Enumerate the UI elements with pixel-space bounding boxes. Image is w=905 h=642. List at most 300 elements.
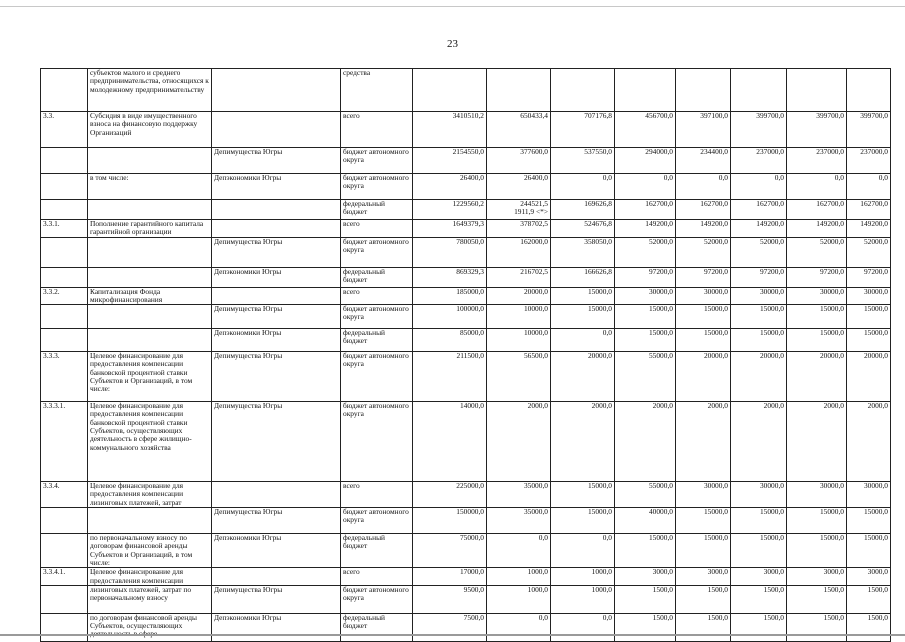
amount-cell bbox=[731, 287, 787, 305]
row-number-cell bbox=[41, 148, 88, 174]
amount-value: 97200,0 bbox=[703, 267, 728, 276]
table-row bbox=[41, 305, 891, 329]
amount-cell bbox=[615, 148, 676, 174]
executor-cell bbox=[212, 568, 341, 586]
amount-value: 1500,0 bbox=[763, 613, 784, 622]
amount-cell bbox=[413, 112, 487, 148]
row-number-cell bbox=[41, 237, 88, 267]
amount-cell bbox=[615, 482, 676, 508]
row-number-cell: 3.3. bbox=[41, 112, 88, 148]
amount-cell bbox=[676, 352, 731, 402]
amount-cell bbox=[731, 200, 787, 220]
amount-value: 234400,0 bbox=[700, 147, 728, 156]
executor-cell bbox=[212, 200, 341, 220]
funding-source-cell: всего bbox=[341, 112, 413, 148]
amount-cell bbox=[615, 568, 676, 586]
amount-value: 15000,0 bbox=[587, 481, 612, 491]
executor-cell bbox=[212, 112, 341, 148]
amount-value: 3000,0 bbox=[707, 567, 728, 577]
amount-cell bbox=[847, 352, 891, 402]
amount-value: 707176,8 bbox=[584, 111, 612, 120]
amount-value: 14000,0 bbox=[459, 401, 484, 411]
amount-cell bbox=[731, 237, 787, 267]
amount-value: 30000,0 bbox=[703, 481, 728, 491]
amount-cell bbox=[847, 402, 891, 482]
amount-value: 26400,0 bbox=[523, 173, 548, 182]
amount-cell bbox=[731, 69, 787, 112]
amount-value: 456700,0 bbox=[645, 111, 673, 120]
amount-cell bbox=[787, 508, 847, 534]
amount-cell bbox=[676, 482, 731, 508]
amount-value: 15000,0 bbox=[863, 328, 888, 338]
amount-cell bbox=[615, 352, 676, 402]
amount-value: 0,0 bbox=[878, 173, 888, 182]
amount-cell bbox=[676, 568, 731, 586]
amount-value: 9500,0 bbox=[463, 585, 484, 594]
page-number: 23 bbox=[447, 38, 458, 50]
amount-value: 1500,0 bbox=[823, 613, 844, 622]
amount-cell bbox=[847, 69, 891, 112]
funding-source-cell: бюджет автономного округа bbox=[341, 305, 413, 329]
amount-value: 1500,0 bbox=[867, 613, 888, 622]
amount-value: 15000,0 bbox=[759, 328, 784, 338]
table-row bbox=[41, 267, 891, 287]
amount-value: 0,0 bbox=[774, 173, 784, 182]
amount-value: 358050,0 bbox=[584, 237, 612, 246]
table-row bbox=[41, 237, 891, 267]
budget-table bbox=[40, 68, 891, 642]
table-row bbox=[41, 352, 891, 402]
item-name-cell: по первоначальному взносу по договорам финансовой аренды Субъектов и Организаций, в том числе: bbox=[88, 534, 212, 568]
amount-cell bbox=[676, 287, 731, 305]
amount-cell bbox=[551, 402, 615, 482]
amount-value: 3000,0 bbox=[763, 567, 784, 577]
amount-cell bbox=[787, 402, 847, 482]
amount-cell bbox=[787, 200, 847, 220]
amount-value: 869329,3 bbox=[456, 267, 484, 276]
amount-value: 0,0 bbox=[538, 613, 548, 622]
amount-cell bbox=[615, 402, 676, 482]
amount-value: 149200,0 bbox=[700, 219, 728, 228]
amount-cell bbox=[676, 220, 731, 238]
amount-cell bbox=[551, 287, 615, 305]
amount-cell bbox=[676, 585, 731, 613]
executor-cell: Депимущества Югры bbox=[212, 585, 341, 613]
funding-source-cell: федеральный бюджет bbox=[341, 329, 413, 352]
amount-cell bbox=[847, 585, 891, 613]
executor-cell bbox=[212, 220, 341, 238]
item-name-cell: Целевое финансирование для предоставления компенсации лизинговых платежей, затрат bbox=[88, 482, 212, 508]
table-row bbox=[41, 329, 891, 352]
funding-source-cell: всего bbox=[341, 287, 413, 305]
amount-value: 15000,0 bbox=[703, 304, 728, 314]
amount-cell bbox=[487, 112, 551, 148]
row-number-cell bbox=[41, 508, 88, 534]
amount-value: 30000,0 bbox=[819, 481, 844, 491]
table-row bbox=[41, 69, 891, 112]
amount-cell bbox=[413, 174, 487, 200]
amount-cell bbox=[787, 220, 847, 238]
table-row bbox=[41, 402, 891, 482]
amount-cell bbox=[847, 200, 891, 220]
executor-cell: Депэкономики Югры bbox=[212, 174, 341, 200]
row-number-cell: 3.3.3.1. bbox=[41, 402, 88, 482]
amount-value: 149200,0 bbox=[816, 219, 844, 228]
amount-cell bbox=[487, 568, 551, 586]
amount-cell bbox=[615, 174, 676, 200]
amount-cell bbox=[676, 508, 731, 534]
amount-cell bbox=[615, 200, 676, 220]
amount-value: 0,0 bbox=[602, 328, 612, 338]
amount-cell bbox=[847, 568, 891, 586]
amount-value: 10000,0 bbox=[523, 328, 548, 338]
table-row bbox=[41, 482, 891, 508]
amount-value: 15000,0 bbox=[648, 304, 673, 314]
amount-cell bbox=[413, 352, 487, 402]
amount-value: 15000,0 bbox=[819, 304, 844, 314]
amount-value: 20000,0 bbox=[703, 351, 728, 361]
amount-value: 2000,0 bbox=[763, 401, 784, 411]
amount-cell bbox=[487, 482, 551, 508]
amount-value: 0,0 bbox=[663, 173, 673, 182]
amount-cell bbox=[847, 148, 891, 174]
amount-cell bbox=[413, 402, 487, 482]
amount-value: 35000,0 bbox=[523, 507, 548, 517]
amount-cell bbox=[551, 220, 615, 238]
amount-cell bbox=[731, 585, 787, 613]
item-name-cell: субъектов малого и среднего предпринимательства, относящихся к молодежному предпринимательству bbox=[88, 69, 212, 112]
amount-cell bbox=[615, 287, 676, 305]
amount-cell bbox=[787, 287, 847, 305]
amount-cell bbox=[413, 305, 487, 329]
amount-cell bbox=[731, 534, 787, 568]
amount-cell bbox=[487, 174, 551, 200]
amount-value: 225000,0 bbox=[456, 481, 484, 491]
amount-cell bbox=[413, 148, 487, 174]
amount-cell bbox=[847, 237, 891, 267]
amount-value: 150000,0 bbox=[456, 507, 484, 517]
funding-source-cell: всего bbox=[341, 220, 413, 238]
item-name-cell bbox=[88, 267, 212, 287]
amount-value: 15000,0 bbox=[819, 328, 844, 338]
amount-cell bbox=[787, 174, 847, 200]
amount-cell bbox=[847, 534, 891, 568]
amount-value: 149200,0 bbox=[756, 219, 784, 228]
amount-value: 211500,0 bbox=[456, 351, 484, 361]
funding-source-cell: всего bbox=[341, 482, 413, 508]
amount-value: 20000,0 bbox=[587, 351, 612, 361]
amount-value: 30000,0 bbox=[819, 287, 844, 296]
amount-cell bbox=[487, 148, 551, 174]
amount-value: 15000,0 bbox=[587, 287, 612, 296]
amount-value: 30000,0 bbox=[863, 481, 888, 491]
amount-value: 56500,0 bbox=[523, 351, 548, 361]
amount-value: 2000,0 bbox=[707, 401, 728, 411]
amount-value: 1500,0 bbox=[652, 613, 673, 622]
budget-table-body bbox=[41, 69, 891, 642]
table-row bbox=[41, 200, 891, 220]
amount-value: 2000,0 bbox=[527, 401, 548, 411]
amount-cell bbox=[731, 220, 787, 238]
amount-cell bbox=[787, 112, 847, 148]
amount-value: 30000,0 bbox=[648, 287, 673, 296]
amount-cell bbox=[487, 613, 551, 641]
amount-value: 162700,0 bbox=[756, 199, 784, 208]
amount-value: 1000,0 bbox=[527, 585, 548, 594]
amount-cell bbox=[413, 200, 487, 220]
amount-value: 237000,0 bbox=[816, 147, 844, 156]
amount-cell bbox=[615, 329, 676, 352]
amount-value: 15000,0 bbox=[703, 328, 728, 338]
item-name-cell: по договорам финансовой аренды Субъектов, осуществляющих bbox=[88, 613, 212, 641]
amount-cell bbox=[551, 112, 615, 148]
amount-cell bbox=[551, 200, 615, 220]
amount-cell bbox=[551, 568, 615, 586]
amount-cell bbox=[487, 69, 551, 112]
amount-cell bbox=[847, 482, 891, 508]
amount-value: 0,0 bbox=[602, 533, 612, 543]
amount-cell bbox=[487, 220, 551, 238]
amount-value: 1500,0 bbox=[823, 585, 844, 594]
funding-source-cell: бюджет автономного округа bbox=[341, 402, 413, 482]
amount-value: 162700,0 bbox=[816, 199, 844, 208]
amount-value: 244521,5 bbox=[520, 199, 548, 208]
amount-value: 3410510,2 bbox=[452, 111, 484, 120]
amount-value: 97200,0 bbox=[759, 267, 784, 276]
amount-cell bbox=[551, 69, 615, 112]
amount-value: 35000,0 bbox=[523, 481, 548, 491]
funding-source-cell: бюджет автономного округа bbox=[341, 352, 413, 402]
item-name-cell: Капитализация Фонда микрофинансирования bbox=[88, 287, 212, 305]
amount-cell bbox=[676, 237, 731, 267]
item-name-cell bbox=[88, 305, 212, 329]
amount-value: 294000,0 bbox=[645, 147, 673, 156]
amount-value: 399700,0 bbox=[756, 111, 784, 120]
amount-cell bbox=[731, 613, 787, 641]
amount-value: 524676,8 bbox=[584, 219, 612, 228]
amount-cell bbox=[551, 267, 615, 287]
amount-cell bbox=[551, 148, 615, 174]
amount-cell bbox=[615, 585, 676, 613]
row-number-cell bbox=[41, 174, 88, 200]
amount-value: 55000,0 bbox=[648, 481, 673, 491]
amount-cell bbox=[487, 402, 551, 482]
amount-cell bbox=[413, 287, 487, 305]
executor-cell: Депэкономики Югры bbox=[212, 267, 341, 287]
item-name-cell bbox=[88, 237, 212, 267]
amount-value: 52000,0 bbox=[819, 237, 844, 246]
amount-value: 20000,0 bbox=[863, 351, 888, 361]
executor-cell: Депэкономики Югры bbox=[212, 534, 341, 568]
executor-cell bbox=[212, 482, 341, 508]
amount-value: 1500,0 bbox=[707, 585, 728, 594]
item-name-cell: Целевое финансирование для предоставления компенсации банковской процентной ставки Субъектов, осуществляющих деятельность в сфере жилищно-коммунального хозяйства bbox=[88, 402, 212, 482]
amount-value: 1500,0 bbox=[763, 585, 784, 594]
amount-value: 20000,0 bbox=[523, 287, 548, 296]
amount-cell bbox=[676, 402, 731, 482]
amount-cell bbox=[551, 534, 615, 568]
amount-cell bbox=[731, 402, 787, 482]
amount-value: 1229560,2 bbox=[452, 199, 484, 208]
amount-value: 30000,0 bbox=[703, 287, 728, 296]
table-row bbox=[41, 568, 891, 586]
amount-value: 97200,0 bbox=[819, 267, 844, 276]
executor-cell: Депимущества Югры bbox=[212, 508, 341, 534]
amount-cell bbox=[487, 267, 551, 287]
amount-cell bbox=[615, 267, 676, 287]
row-number-cell: 3.3.4.1. bbox=[41, 568, 88, 586]
amount-value: 216702,5 bbox=[520, 267, 548, 276]
amount-cell bbox=[615, 508, 676, 534]
funding-source-cell: федеральный бюджет bbox=[341, 200, 413, 220]
amount-cell bbox=[487, 329, 551, 352]
amount-value: 15000,0 bbox=[863, 304, 888, 314]
amount-value: 399700,0 bbox=[816, 111, 844, 120]
amount-value: 169626,8 bbox=[584, 199, 612, 208]
table-row bbox=[41, 613, 891, 641]
amount-cell bbox=[787, 305, 847, 329]
amount-cell bbox=[787, 69, 847, 112]
amount-cell bbox=[413, 329, 487, 352]
amount-value: 149200,0 bbox=[645, 219, 673, 228]
amount-value: 26400,0 bbox=[459, 173, 484, 182]
amount-cell bbox=[731, 329, 787, 352]
amount-cell bbox=[487, 352, 551, 402]
row-number-cell bbox=[41, 329, 88, 352]
amount-cell bbox=[413, 534, 487, 568]
row-number-cell bbox=[41, 585, 88, 613]
item-name-cell: Целевое финансирование для предоставления компенсации bbox=[88, 568, 212, 586]
amount-cell bbox=[413, 237, 487, 267]
amount-value: 15000,0 bbox=[587, 304, 612, 314]
row-number-cell: 3.3.1. bbox=[41, 220, 88, 238]
row-number-cell bbox=[41, 200, 88, 220]
amount-cell bbox=[787, 482, 847, 508]
amount-cell bbox=[615, 613, 676, 641]
funding-source-cell: бюджет автономного округа bbox=[341, 148, 413, 174]
amount-cell bbox=[413, 69, 487, 112]
funding-source-cell: федеральный бюджет bbox=[341, 534, 413, 568]
amount-value: 15000,0 bbox=[759, 507, 784, 517]
amount-value: 15000,0 bbox=[648, 533, 673, 543]
amount-cell bbox=[413, 508, 487, 534]
amount-value: 52000,0 bbox=[648, 237, 673, 246]
item-name-cell: Целевое финансирование для предоставления компенсации банковской процентной ставки Субъектов и Организаций, в том числе: bbox=[88, 352, 212, 402]
amount-cell bbox=[787, 613, 847, 641]
amount-cell bbox=[487, 287, 551, 305]
row-number-cell: 3.3.4. bbox=[41, 482, 88, 508]
amount-value: 10000,0 bbox=[523, 304, 548, 314]
amount-cell bbox=[731, 174, 787, 200]
funding-source-cell: бюджет автономного округа bbox=[341, 237, 413, 267]
amount-value: 2154550,0 bbox=[452, 147, 484, 156]
amount-cell bbox=[413, 267, 487, 287]
amount-cell bbox=[551, 305, 615, 329]
amount-cell bbox=[551, 613, 615, 641]
amount-cell bbox=[676, 69, 731, 112]
amount-cell bbox=[676, 200, 731, 220]
amount-cell bbox=[787, 237, 847, 267]
amount-value: 162700,0 bbox=[700, 199, 728, 208]
table-row bbox=[41, 534, 891, 568]
amount-cell bbox=[551, 352, 615, 402]
amount-cell bbox=[731, 305, 787, 329]
item-name-cell: лизинговых платежей, затрат по первоначальному взносу bbox=[88, 585, 212, 613]
amount-value: 17000,0 bbox=[459, 567, 484, 577]
amount-value: 15000,0 bbox=[648, 328, 673, 338]
funding-source-cell: бюджет автономного округа bbox=[341, 508, 413, 534]
amount-cell bbox=[413, 568, 487, 586]
amount-cell bbox=[847, 508, 891, 534]
amount-value: 0,0 bbox=[602, 613, 612, 622]
scan-bottom-edge bbox=[0, 634, 905, 636]
amount-cell bbox=[487, 305, 551, 329]
table-row bbox=[41, 112, 891, 148]
amount-cell bbox=[847, 174, 891, 200]
amount-value: 0,0 bbox=[834, 173, 844, 182]
funding-source-cell: бюджет автономного округа bbox=[341, 585, 413, 613]
item-name-cell: Пополнение гарантийного капитала гарантийной организации bbox=[88, 220, 212, 238]
amount-value: 100000,0 bbox=[456, 304, 484, 314]
amount-cell bbox=[676, 305, 731, 329]
amount-value: 15000,0 bbox=[587, 507, 612, 517]
item-name-cell bbox=[88, 200, 212, 220]
row-number-cell bbox=[41, 267, 88, 287]
amount-value: 185000,0 bbox=[456, 287, 484, 296]
amount-value: 15000,0 bbox=[819, 533, 844, 543]
amount-cell bbox=[731, 267, 787, 287]
amount-cell bbox=[676, 613, 731, 641]
scan-top-edge bbox=[0, 6, 905, 7]
amount-cell bbox=[615, 237, 676, 267]
executor-cell: Депэкономики Югры bbox=[212, 613, 341, 641]
amount-value: 2000,0 bbox=[591, 401, 612, 411]
amount-cell bbox=[787, 148, 847, 174]
amount-value: 30000,0 bbox=[759, 481, 784, 491]
amount-value: 397100,0 bbox=[700, 111, 728, 120]
amount-cell bbox=[551, 329, 615, 352]
amount-value: 650433,4 bbox=[520, 111, 548, 120]
amount-footnote-value: 1911,9 <*> bbox=[514, 207, 548, 217]
amount-value: 2000,0 bbox=[823, 401, 844, 411]
amount-cell bbox=[731, 508, 787, 534]
amount-cell bbox=[551, 482, 615, 508]
row-number-cell: 3.3.2. bbox=[41, 287, 88, 305]
amount-cell bbox=[847, 329, 891, 352]
amount-cell bbox=[487, 585, 551, 613]
amount-value: 1000,0 bbox=[591, 567, 612, 577]
amount-value: 15000,0 bbox=[703, 533, 728, 543]
table-row bbox=[41, 585, 891, 613]
amount-value: 162700,0 bbox=[860, 199, 888, 208]
amount-value: 52000,0 bbox=[703, 237, 728, 246]
amount-cell bbox=[676, 112, 731, 148]
executor-cell: Депимущества Югры bbox=[212, 148, 341, 174]
amount-cell bbox=[413, 613, 487, 641]
table-row bbox=[41, 287, 891, 305]
row-number-cell: 3.3.3. bbox=[41, 352, 88, 402]
amount-value: 3000,0 bbox=[652, 567, 673, 577]
amount-value: 166626,8 bbox=[584, 267, 612, 276]
amount-cell bbox=[676, 148, 731, 174]
amount-cell bbox=[487, 534, 551, 568]
amount-cell bbox=[551, 174, 615, 200]
funding-source-cell: федеральный бюджет bbox=[341, 613, 413, 641]
amount-cell bbox=[847, 613, 891, 641]
item-name-cell: Субсидия в виде имущественного взноса на финансовую поддержку Организаций bbox=[88, 112, 212, 148]
amount-cell bbox=[487, 237, 551, 267]
amount-value: 75000,0 bbox=[459, 533, 484, 543]
